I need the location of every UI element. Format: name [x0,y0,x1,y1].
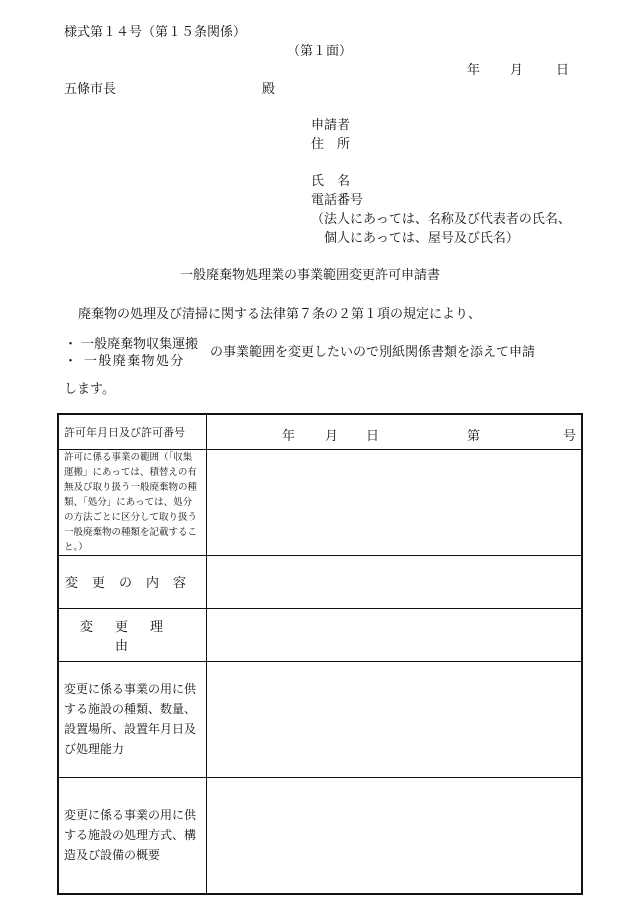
business-scope-field[interactable] [207,449,583,555]
facility-details-field[interactable] [207,661,583,777]
permit-date-number-label: 許可年月日及び許可番号 [58,414,207,449]
permit-date-number-field[interactable] [207,414,583,449]
application-table [57,413,583,895]
body-line-2: の事業範囲を変更したいので別紙関係書類を添えて申請 [210,345,536,360]
option-disposal: ・ 一般廃棄物処分 [64,354,185,369]
applicant-note-line1: （法人にあっては、名称及び代表者の氏名、 [311,212,571,227]
permit-number-suffix: 号 [563,429,577,444]
facility-method-label: 変更に係る事業の用に供する施設の処理方式、構造及び設備の概要 [58,777,207,894]
date-day-label: 日 [556,63,570,78]
change-reason-field[interactable] [207,608,583,661]
permit-month-label: 月 [325,429,339,444]
table-row [58,414,582,449]
table-row [58,777,582,894]
change-content-field[interactable] [207,555,583,608]
honorific: 殿 [262,82,276,97]
facility-method-field[interactable] [207,777,583,894]
permit-number-prefix: 第 [467,429,481,444]
business-scope-label: 許可に係る事業の範囲（「収集運搬」にあっては、積替えの有無及び取り扱う一般廃棄物の種類、「処分」にあっては、処分の方法ごとに区分して取り扱う一般廃棄物の種類を記載すること。） [58,449,207,555]
applicant-block [311,116,571,248]
permit-year-label: 年 [282,429,296,444]
document-title: 一般廃棄物処理業の事業範囲変更許可申請書 [180,268,441,283]
table-row [58,608,582,661]
table-row [58,555,582,608]
applicant-note-line2: 個人にあっては、屋号及び氏名） [311,231,519,246]
facility-details-label: 変更に係る事業の用に供する施設の種類、数量、設置場所、設置年月日及び処理能力 [58,661,207,777]
option-collection: ・ 一般廃棄物収集運搬 [64,337,199,352]
body-line-3: します。 [64,382,115,397]
applicant-name-label: 氏 名 [311,174,351,189]
applicant-label: 申請者 [311,118,351,133]
addressee: 五條市長 [64,82,117,97]
page-label: （第１面） [287,44,353,59]
table-row [58,449,582,555]
form-number: 様式第１４号（第１５条関係） [64,25,247,40]
date-year-label: 年 [467,63,481,78]
table-row [58,661,582,777]
body-line-1: 廃棄物の処理及び清掃に関する法律第７条の２第１項の規定により、 [78,307,482,322]
permit-day-label: 日 [366,429,380,444]
applicant-address-label: 住 所 [311,137,351,152]
applicant-phone-label: 電話番号 [311,193,364,208]
change-reason-label: 変更理由 [58,608,207,661]
change-content-label: 変更の内容 [58,555,207,608]
date-month-label: 月 [510,63,524,78]
